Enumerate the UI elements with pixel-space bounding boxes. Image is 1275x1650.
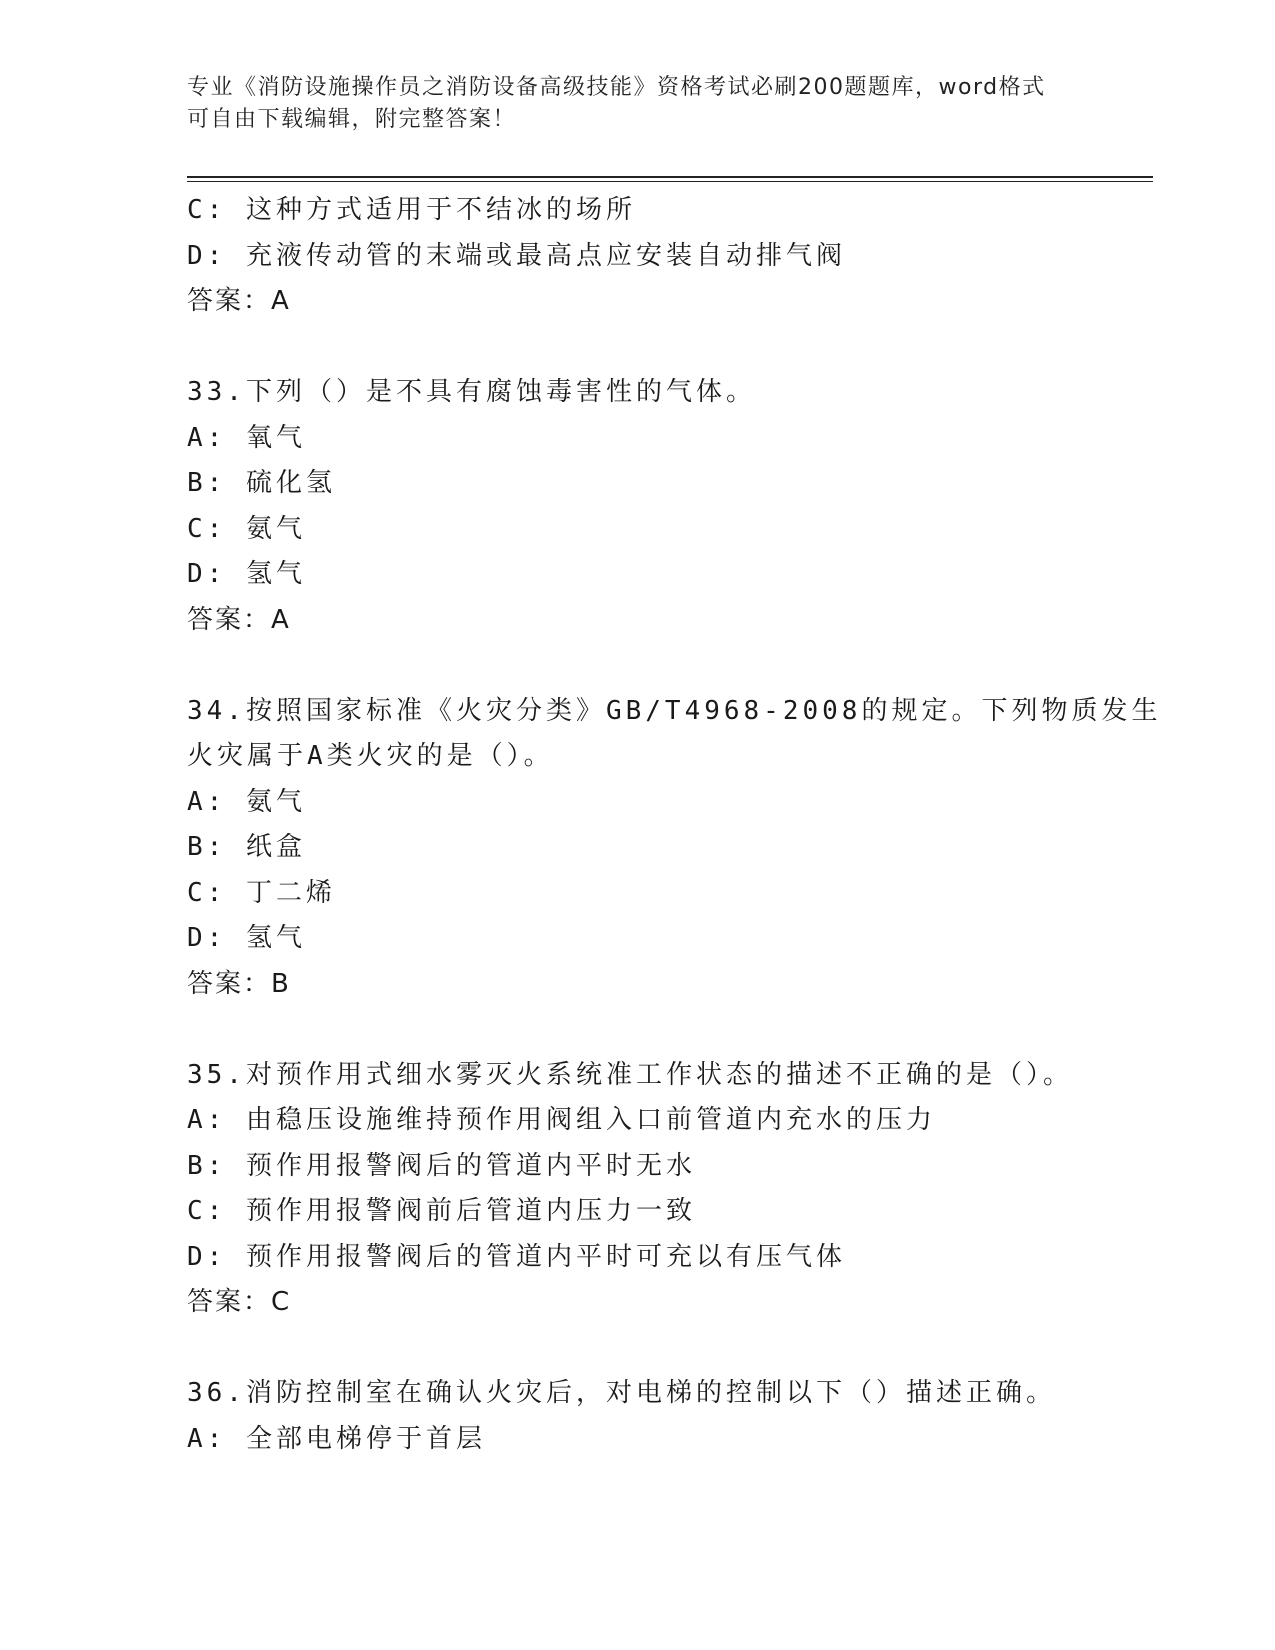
header-rule-thin bbox=[187, 181, 1153, 182]
answer-line: 答案：B bbox=[187, 968, 291, 999]
option-c: C: 氨气 bbox=[187, 513, 306, 544]
answer-line: 答案：A bbox=[187, 604, 291, 635]
option-d: D: 氢气 bbox=[187, 923, 306, 953]
question-text: 35.对预作用式细水雾灭火系统准工作状态的描述不正确的是（）。 bbox=[187, 1059, 1073, 1090]
question-33 bbox=[187, 370, 1153, 643]
spacer bbox=[187, 1326, 1153, 1372]
question-35 bbox=[187, 1053, 1153, 1326]
option-b: B: 纸盒 bbox=[187, 832, 306, 862]
spacer bbox=[187, 325, 1153, 371]
carryover-question bbox=[187, 188, 1153, 325]
question-text: 36.消防控制室在确认火灾后，对电梯的控制以下（）描述正确。 bbox=[187, 1378, 1056, 1408]
header-rule-thick bbox=[187, 176, 1153, 178]
option-a: A: 氧气 bbox=[187, 422, 306, 453]
question-34 bbox=[187, 689, 1162, 1008]
option-b: B: 预作用报警阀后的管道内平时无水 bbox=[187, 1150, 696, 1181]
answer-line: 答案：A bbox=[187, 286, 291, 316]
option-d: D: 预作用报警阀后的管道内平时可充以有压气体 bbox=[187, 1241, 846, 1272]
option-d: D: 氢气 bbox=[187, 559, 306, 589]
spacer bbox=[187, 643, 1153, 689]
answer-line: 答案：C bbox=[187, 1287, 292, 1317]
option-a: A: 全部电梯停于首层 bbox=[187, 1423, 486, 1454]
option-c: C: 这种方式适用于不结冰的场所 bbox=[187, 195, 636, 225]
option-d: D: 充液传动管的末端或最高点应安装自动排气阀 bbox=[187, 240, 846, 271]
spacer bbox=[187, 1007, 1153, 1053]
document-header: 专业《消防设施操作员之消防设备高级技能》资格考试必刷200题题库，word格式可自由下载编辑，附完整答案！ bbox=[187, 75, 1046, 132]
question-text: 34.按照国家标准《火灾分类》GB/T4968-2008的规定。下列物质发生 bbox=[187, 695, 1162, 726]
option-b: B: 硫化氢 bbox=[187, 468, 336, 498]
question-text-cont: 火灾属于A类火灾的是（）。 bbox=[187, 741, 554, 771]
option-c: C: 丁二烯 bbox=[187, 877, 336, 908]
question-36 bbox=[187, 1371, 1153, 1462]
option-c: C: 预作用报警阀前后管道内压力一致 bbox=[187, 1196, 696, 1226]
option-a: A: 由稳压设施维持预作用阀组入口前管道内充水的压力 bbox=[187, 1105, 936, 1135]
question-content bbox=[187, 188, 1162, 1462]
question-text: 33.下列（）是不具有腐蚀毒害性的气体。 bbox=[187, 377, 756, 407]
option-a: A: 氨气 bbox=[187, 786, 306, 817]
